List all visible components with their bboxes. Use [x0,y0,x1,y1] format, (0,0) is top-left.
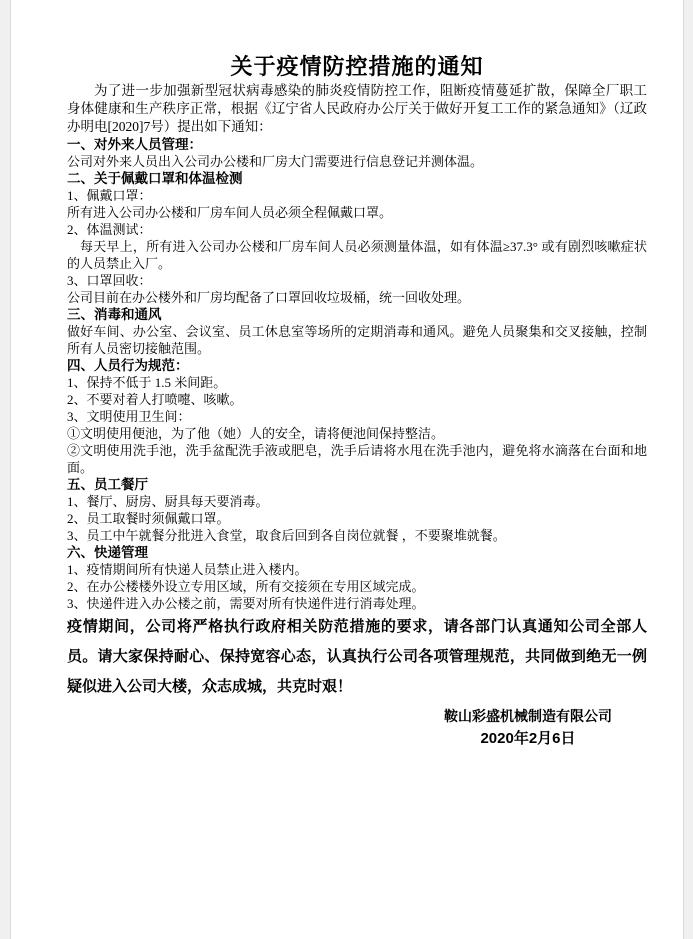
section-4-item-1: 1、保持不低于 1.5 米间距。 [67,375,227,390]
signature-block [442,708,614,750]
section-1-heading: 一、对外来人员管理： [67,137,202,152]
section-5-item-3: 3、员工中午就餐分批进入食堂，取食后回到各自岗位就餐 ，不要聚堆就餐。 [67,528,506,543]
section-4-item-2: 2、不要对着人打喷嚏、咳嗽。 [67,392,243,407]
section-2-heading: 二、关于佩戴口罩和体温检测 [67,171,243,186]
section-4-item-5: ②文明使用洗手池，洗手盆配洗手液或肥皂，洗手后请将水甩在洗手池内，避免将水滴落在台面和地面。 [67,443,647,475]
section-2-item-3-body: 公司目前在办公楼外和厂房均配备了口罩回收垃圾桶，统一回收处理。 [67,290,471,305]
section-6-heading: 六、快递管理 [67,545,148,560]
signature-date: 2020年2月6日 [480,730,576,747]
section-6-item-3: 3、快递件进入办公楼之前，需要对所有快递件进行消毒处理。 [67,596,425,611]
section-3-heading: 三、消毒和通风 [67,307,162,322]
section-2-item-1-body: 所有进入公司办公楼和厂房车间人员必须全程佩戴口罩。 [67,205,393,220]
closing-paragraph: 疫情期间，公司将严格执行政府相关防范措施的要求，请各部门认真通知公司全部人员。请大家保持耐心、保持宽容心态，认真执行公司各项管理规范，共同做到绝无一例疑似进入公司大楼，众志成城，共克时艰！ [67,618,647,695]
company-signature: 鞍山彩盛机械制造有限公司 [444,710,612,725]
section-2-item-3-label: 3、口罩回收： [67,273,152,288]
section-4-heading: 四、人员行为规范： [67,358,189,373]
section-1-body: 公司对外来人员出入公司办公楼和厂房大门需要进行信息登记并测体温。 [67,154,484,169]
document-content [11,0,683,750]
notice-title: 关于疫情防控措施的通知 [230,54,484,79]
intro-paragraph: 为了进一步加强新型冠状病毒感染的肺炎疫情防控工作，阻断疫情蔓延扩散，保障全厂职工身体健康和生产秩序正常，根据《辽宁省人民政府办公厅关于做好开复工工作的紧急通知》（辽政办明电[2020]7号）提出如下通知： [67,83,647,134]
section-2-item-2-body: 每天早上，所有进入公司办公楼和厂房车间人员必须测量体温，如有体温≥37.3° 或有剧烈咳嗽症状的人员禁止入厂。 [67,239,647,271]
document-page [10,0,684,939]
section-4-item-3: 3、文明使用卫生间： [67,409,191,424]
section-2-item-2-label: 2、体温测试： [67,222,152,237]
section-2-item-1-label: 1、佩戴口罩： [67,188,152,203]
section-5-item-1: 1、餐厅、厨房、厨具每天要消毒。 [67,494,269,509]
section-6-item-1: 1、疫情期间所有快递人员禁止进入楼内。 [67,562,308,577]
section-6-item-2: 2、在办公楼楼外设立专用区域，所有交接须在专用区域完成。 [67,579,425,594]
section-3-body: 做好车间、办公室、会议室、员工休息室等场所的定期消毒和通风。避免人员聚集和交叉接触，控制所有人员密切接触范围。 [67,324,647,356]
section-4-item-4: ①文明使用便池，为了他（她）人的安全，请将便池间保持整洁。 [67,426,445,441]
section-5-item-2: 2、员工取餐时须佩戴口罩。 [67,511,230,526]
section-5-heading: 五、员工餐厅 [67,477,148,492]
